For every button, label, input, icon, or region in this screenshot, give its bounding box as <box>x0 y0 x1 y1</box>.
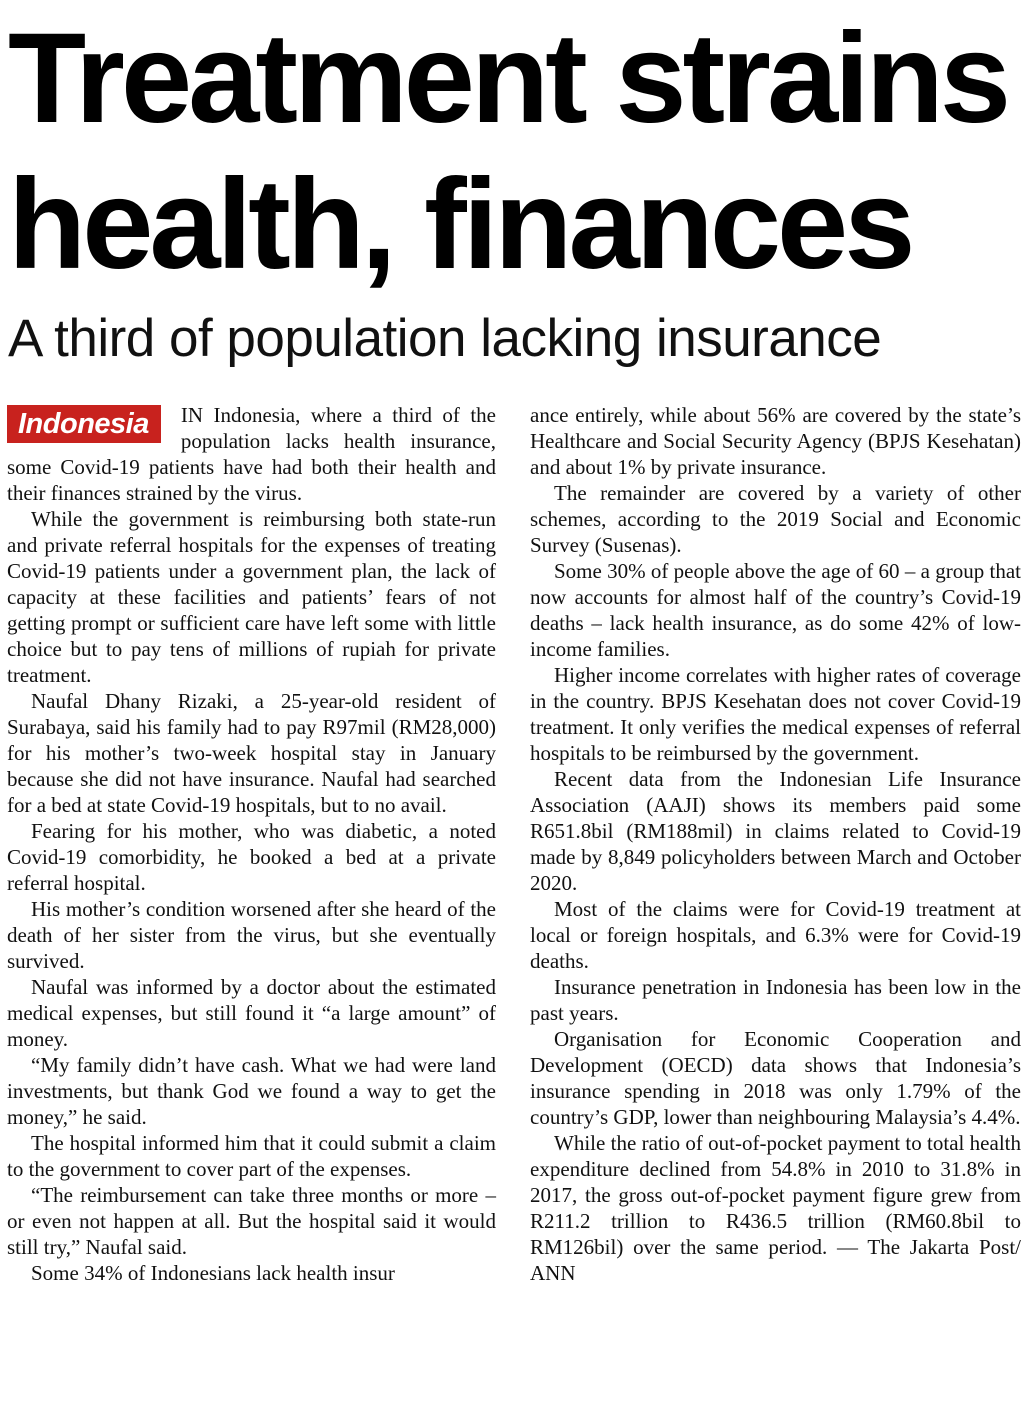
article-paragraph: ance entirely, while about 56% are covered by the state’s Healthcare and Social Security Agency (BPJS Kesehatan) and about 1% by private insurance. <box>530 403 1021 479</box>
article-paragraph: Naufal Dhany Rizaki, a 25-year-old resident of Surabaya, said his family had to pay R97mil (RM28,000) for his mother’s two-week hospital stay in January because she did not have insurance. Naufal had searched for a bed at state Covid-19 hospitals, but to no avail. <box>7 689 496 817</box>
article-column-right <box>530 402 1021 1286</box>
article-paragraph: Fearing for his mother, who was diabetic, a noted Covid-19 comorbidity, he booked a bed at a private referral hospital. <box>7 819 496 895</box>
article-paragraph: Insurance penetration in Indonesia has been low in the past years. <box>530 975 1021 1025</box>
article-paragraph: Some 30% of people above the age of 60 – a group that now accounts for almost half of the country’s Covid-19 deaths – lack health insurance, as do some 42% of low-income families. <box>530 559 1021 661</box>
article-paragraph: IN Indonesia, where a third of the population lacks health insurance, some Covid-19 patients have had both their health and their finances strained by the virus. <box>7 403 496 505</box>
article-paragraph: “My family didn’t have cash. What we had were land investments, but thank God we found a way to get the money,” he said. <box>7 1053 496 1129</box>
article-paragraph: Organisation for Economic Cooperation and Development (OECD) data shows that Indonesia’s insurance spending in 2018 was only 1.79% of the country’s GDP, lower than neighbouring Malaysia’s 4.4%. <box>530 1027 1021 1129</box>
article-paragraph: The hospital informed him that it could submit a claim to the government to cover part of the expenses. <box>7 1131 496 1181</box>
headline: Treatment strains health, finances <box>8 7 1008 296</box>
article-paragraph: The remainder are covered by a variety of other schemes, according to the 2019 Social and Economic Survey (Susenas). <box>530 481 1021 557</box>
article-paragraph: Some 34% of Indonesians lack health insur <box>31 1261 395 1285</box>
article-paragraph: Recent data from the Indonesian Life Insurance Association (AAJI) shows its members paid some R651.8bil (RM188mil) in claims related to Covid-19 made by 8,849 policyholders between March and October 2020. <box>530 767 1021 895</box>
article-paragraph: His mother’s condition worsened after she heard of the death of her sister from the virus, but she eventually survived. <box>7 897 496 973</box>
article-paragraph: Higher income correlates with higher rates of coverage in the country. BPJS Kesehatan does not cover Covid-19 treatment. It only verifies the medical expenses of referral hospitals to be reimbursed by the government. <box>530 663 1021 765</box>
article-paragraph: While the government is reimbursing both state-run and private referral hospitals for the expenses of treating Covid-19 patients under a government plan, the lack of capacity at these facilities and patients’ fears of not getting prompt or sufficient care have left some with little choice but to pay tens of millions of rupiah for private treatment. <box>7 507 496 687</box>
section-tag: Indonesia <box>7 405 161 443</box>
article-paragraph: Most of the claims were for Covid-19 treatment at local or foreign hospitals, and 6.3% were for Covid-19 deaths. <box>530 897 1021 973</box>
article-paragraph: Naufal was informed by a doctor about the estimated medical expenses, but still found it “a large amount” of money. <box>7 975 496 1051</box>
article-paragraph: “The reimbursement can take three months or more – or even not happen at all. But the hospital said it would still try,” Naufal said. <box>7 1183 496 1259</box>
article-paragraph: While the ratio of out-of-pocket payment to total health expenditure declined from 54.8% in 2010 to 31.8% in 2017, the gross out-of-pocket payment figure grew from R211.2 trillion to R436.5 trillion (RM60.8bil to RM126bil) over the same period. — The Jakarta Post/ ANN <box>530 1131 1021 1285</box>
subheadline: A third of population lacking insurance <box>8 309 882 368</box>
article-column-left <box>7 402 496 1286</box>
